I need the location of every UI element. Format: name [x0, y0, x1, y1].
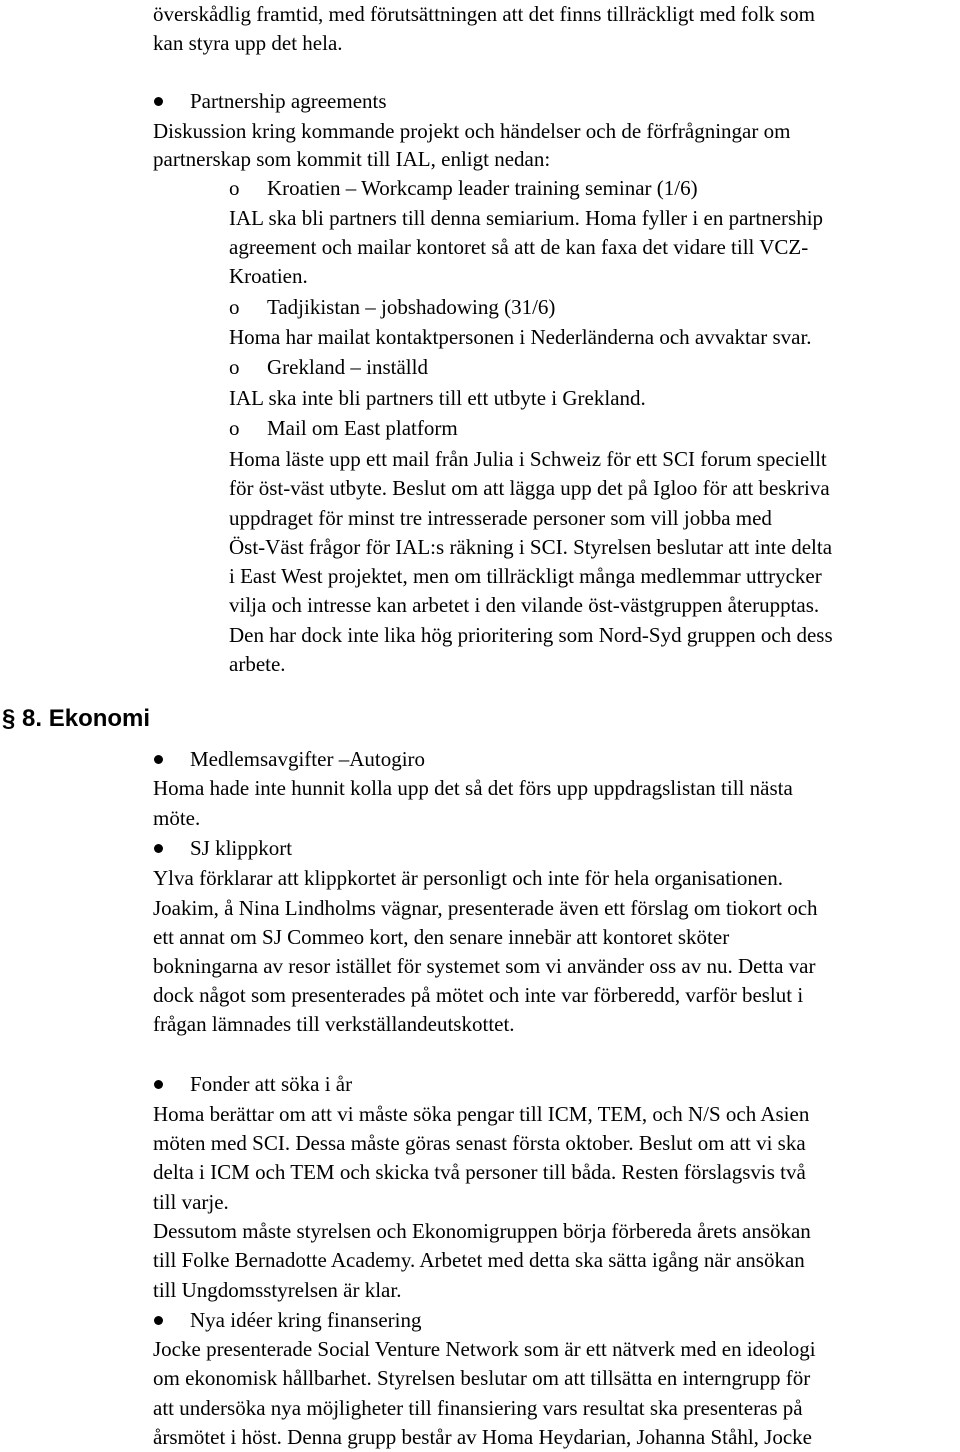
sub-bullet-icon: o — [229, 355, 240, 379]
sub-item-title: Tadjikistan – jobshadowing (31/6) — [267, 295, 556, 319]
sub-item-line: IAL ska inte bli partners till ett utbyte i Grekland. — [229, 386, 646, 410]
sub-item-line: vilja och intresse kan arbetet i den vilande öst-västgruppen återupptas. — [229, 593, 820, 617]
bullet-icon — [154, 1316, 163, 1325]
body-line: ett annat om SJ Commeo kort, den senare innebär att kontoret sköter — [153, 925, 730, 949]
section-symbol: § — [2, 705, 16, 732]
section-title: 8. Ekonomi — [22, 705, 151, 732]
body-line: Diskussion kring kommande projekt och händelser och de förfrågningar om — [153, 119, 791, 143]
sub-item-line: agreement och mailar kontoret så att de kan faxa det vidare till VCZ- — [229, 235, 809, 259]
body-line: partnerskap som kommit till IAL, enligt nedan: — [153, 147, 551, 171]
body-line: till Ungdomsstyrelsen är klar. — [153, 1278, 402, 1302]
sub-item-line: Homa har mailat kontaktpersonen i Nederländerna och avvaktar svar. — [229, 325, 812, 349]
bullet-icon — [154, 844, 163, 853]
bullet-icon — [154, 1080, 163, 1089]
sub-item-line: uppdraget för minst tre intresserade personer som vill jobba med — [229, 506, 772, 530]
sub-item-line: Kroatien. — [229, 264, 308, 288]
body-line: Joakim, å Nina Lindholms vägnar, presenterade även ett förslag om tiokort och — [153, 896, 818, 920]
sub-item-title: Mail om East platform — [267, 416, 458, 440]
bullet-icon — [154, 755, 163, 764]
bullet-title: Medlemsavgifter –Autogiro — [190, 747, 426, 771]
body-line: frågan lämnades till verkställandeutskottet. — [153, 1012, 515, 1036]
bullet-title: Fonder att söka i år — [190, 1072, 353, 1096]
body-line: kan styra upp det hela. — [153, 31, 343, 55]
sub-item-line: i East West projektet, men om tillräckligt många medlemmar uttrycker — [229, 564, 822, 588]
body-line: till Folke Bernadotte Academy. Arbetet med detta ska sätta igång när ansökan — [153, 1248, 805, 1272]
sub-item-line: IAL ska bli partners till denna semiarium. Homa fyller i en partnership — [229, 206, 824, 230]
body-line: om ekonomisk hållbarhet. Styrelsen beslutar om att tillsätta en interngrupp för — [153, 1366, 811, 1390]
bullet-title: Nya idéer kring finansering — [190, 1308, 422, 1332]
bullet-icon — [154, 97, 163, 106]
body-line: årsmötet i höst. Denna grupp består av Homa Heydarian, Johanna Ståhl, Jocke — [153, 1425, 812, 1449]
body-line: Ylva förklarar att klippkortet är personligt och inte för hela organisationen. — [153, 866, 783, 890]
body-line: Homa hade inte hunnit kolla upp det så det förs upp uppdragslistan till nästa — [153, 776, 793, 800]
body-line: möte. — [153, 806, 201, 830]
sub-item-title: Kroatien – Workcamp leader training seminar (1/6) — [267, 176, 698, 200]
body-line: möten med SCI. Dessa måste göras senast första oktober. Beslut om att vi ska — [153, 1131, 806, 1155]
body-line: bokningarna av resor istället för systemet som vi använder oss av nu. Detta var — [153, 954, 816, 978]
sub-bullet-icon: o — [229, 416, 240, 440]
body-line: dock något som presenterades på mötet och inte var förberedd, varför beslut i — [153, 983, 804, 1007]
sub-item-line: arbete. — [229, 652, 286, 676]
sub-item-line: Den har dock inte lika hög prioritering som Nord-Syd gruppen och dess — [229, 623, 833, 647]
section-heading — [2, 707, 150, 731]
body-line: delta i ICM och TEM och skicka två personer till båda. Resten förslagsvis två — [153, 1160, 806, 1184]
body-line: Homa berättar om att vi måste söka pengar till ICM, TEM, och N/S och Asien — [153, 1102, 810, 1126]
sub-item-title: Grekland – inställd — [267, 355, 428, 379]
sub-item-line: Homa läste upp ett mail från Julia i Schweiz för ett SCI forum speciellt — [229, 447, 827, 471]
bullet-title: SJ klippkort — [190, 836, 293, 860]
body-line: överskådlig framtid, med förutsättningen att det finns tillräckligt med folk som — [153, 2, 815, 26]
body-line: Jocke presenterade Social Venture Network som är ett nätverk med en ideologi — [153, 1337, 816, 1361]
sub-bullet-icon: o — [229, 295, 240, 319]
body-line: att undersöka nya möjligheter till finansiering vars resultat ska presenteras på — [153, 1396, 803, 1420]
sub-bullet-icon: o — [229, 176, 240, 200]
sub-item-line: för öst-väst utbyte. Beslut om att lägga upp det på Igloo för att beskriva — [229, 476, 830, 500]
body-line: Dessutom måste styrelsen och Ekonomigruppen börja förbereda årets ansökan — [153, 1219, 811, 1243]
body-line: till varje. — [153, 1190, 229, 1214]
sub-item-line: Öst-Väst frågor för IAL:s räkning i SCI. Styrelsen beslutar att inte delta — [229, 535, 833, 559]
partnership-title: Partnership agreements — [190, 89, 387, 113]
